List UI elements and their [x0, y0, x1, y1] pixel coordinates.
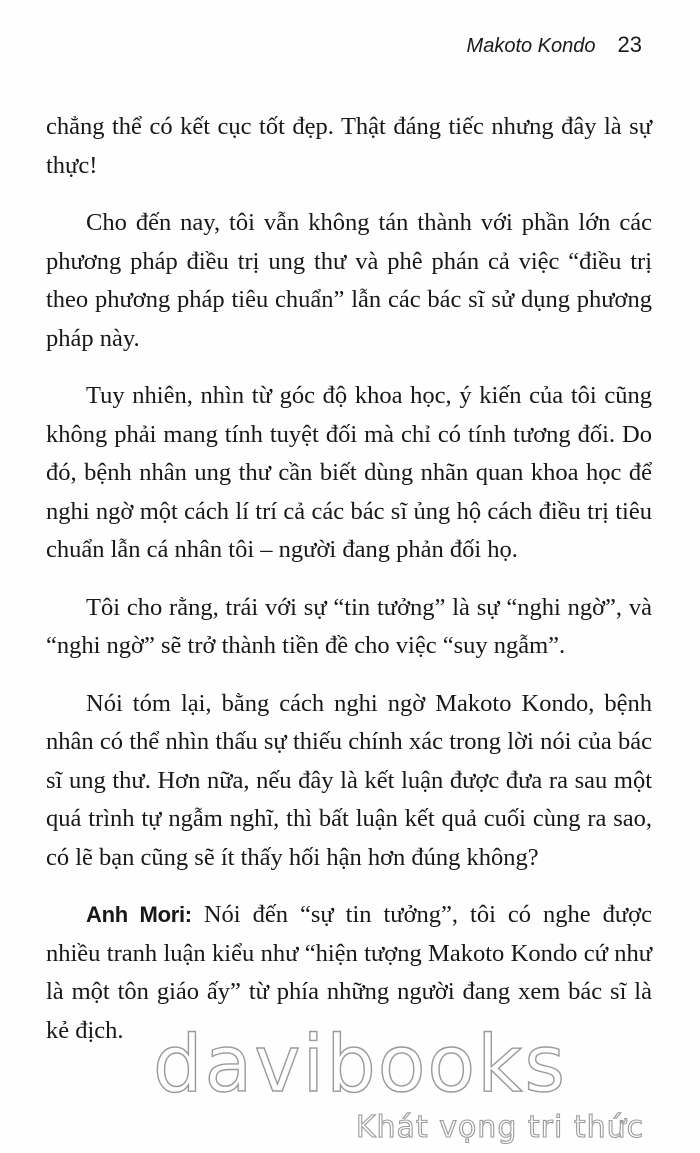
body-text — [46, 108, 652, 1069]
paragraph-5: Nói tóm lại, bằng cách nghi ngờ Makoto Kondo, bệnh nhân có thể nhìn thấu sự thiếu chính xác trong lời nói của bác sĩ ung thư. Hơn nữa, nếu đây là kết luận được đưa ra sau một quá trình tự ngẫm nghĩ, thì bất luận kết quả cuối cùng ra sao, có lẽ bạn cũng sẽ ít thấy hối hận hơn đúng không? — [46, 689, 652, 871]
paragraph-1: chẳng thể có kết cục tốt đẹp. Thật đáng tiếc nhưng đây là sự thực! — [46, 113, 652, 179]
paragraph-3: Tuy nhiên, nhìn từ góc độ khoa học, ý kiến của tôi cũng không phải mang tính tuyệt đối mà chỉ có tính tương đối. Do đó, bệnh nhân ung thư cần biết dùng nhãn quan khoa học để nghi ngờ một cách lí trí cả các bác sĩ ủng hộ cách điều trị tiêu chuẩn lẫn cá nhân tôi – người đang phản đối họ. — [46, 382, 652, 563]
page-number: 23 — [617, 32, 642, 57]
watermark-logo: davibooks — [153, 1020, 567, 1110]
running-header — [467, 32, 642, 58]
dialogue-paragraph — [46, 896, 652, 1050]
paragraph-2: Cho đến nay, tôi vẫn không tán thành với phần lớn các phương pháp điều trị ung thư và phê phán cả việc “điều trị theo phương pháp tiêu chuẩn” lẫn các bác sĩ sử dụng phương pháp này. — [46, 209, 652, 352]
dialogue-text: Nói đến “sự tin tưởng”, tôi có nghe được nhiều tranh luận kiểu như “hiện tượng Makoto Kondo cứ như là một tôn giáo ấy” từ phía những người đang xem bác sĩ là kẻ địch. — [46, 901, 653, 1044]
header-author: Makoto Kondo — [466, 35, 596, 57]
paragraph-4: Tôi cho rằng, trái với sự “tin tưởng” là sự “nghi ngờ”, và “nghi ngờ” sẽ trở thành tiền đề cho việc “suy ngẫm”. — [46, 593, 652, 659]
speaker-name: Anh Mori: — [86, 902, 192, 927]
watermark-tagline: Khát vọng tri thức — [355, 1110, 645, 1145]
